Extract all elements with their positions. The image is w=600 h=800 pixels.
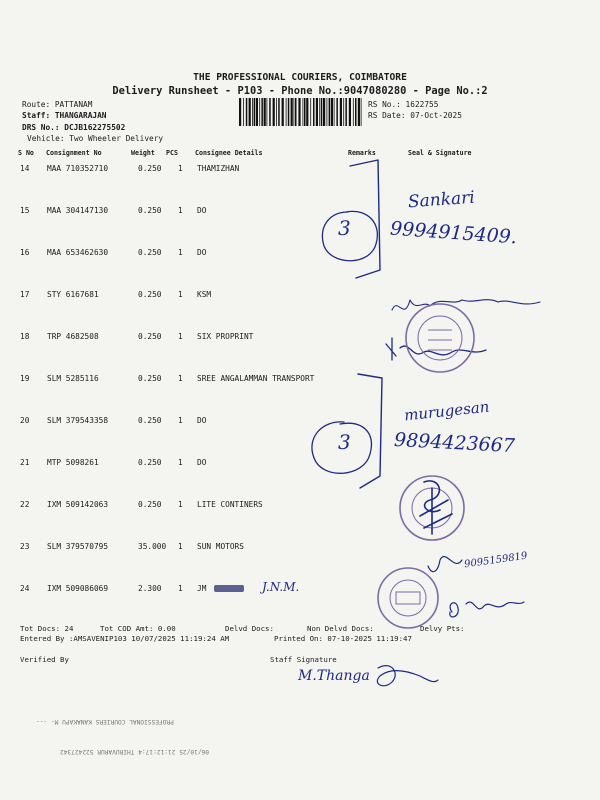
row-sno: 24 bbox=[20, 584, 30, 593]
row-pcs: 1 bbox=[178, 374, 183, 383]
row-details: DO bbox=[197, 206, 207, 215]
row-weight: 0.250 bbox=[138, 416, 162, 425]
row-consignment: STY 6167681 bbox=[47, 290, 99, 299]
signature-row24 bbox=[450, 602, 524, 617]
row-sno: 22 bbox=[20, 500, 30, 509]
col-weight: Weight bbox=[131, 149, 155, 157]
col-seal: Seal & Signature bbox=[408, 149, 472, 157]
row-weight: 0.250 bbox=[138, 248, 162, 257]
handwritten-row24-note: J.N.M. bbox=[262, 580, 300, 594]
row-details: SIX PROPRINT bbox=[197, 332, 254, 341]
handwritten-name-1: Sankari bbox=[407, 187, 476, 213]
handwritten-phone-2: 9894423667 bbox=[393, 428, 516, 458]
delvy-pts: Delvy Pts: bbox=[420, 624, 465, 633]
row-consignment: SLM 379570795 bbox=[47, 542, 109, 551]
row-sno: 16 bbox=[20, 248, 30, 257]
col-pcs: PCS bbox=[166, 149, 178, 157]
circle-lower bbox=[312, 422, 371, 473]
stamp-six-proprint bbox=[406, 304, 474, 372]
staff-signature-label: Staff Signature bbox=[270, 655, 337, 664]
delvd-docs: Delvd Docs: bbox=[225, 624, 274, 633]
col-details: Consignee Details bbox=[195, 149, 263, 157]
row-consignment: MAA 304147130 bbox=[47, 206, 109, 215]
row-details: JM bbox=[197, 584, 207, 593]
row-sno: 20 bbox=[20, 416, 30, 425]
rs-date: RS Date: 07-Oct-2025 bbox=[368, 111, 462, 120]
row-details: DO bbox=[197, 416, 207, 425]
verified-by: Verified By bbox=[20, 655, 69, 664]
row-sno: 15 bbox=[20, 206, 30, 215]
row-pcs: 1 bbox=[178, 416, 183, 425]
row-consignment: MAA 653462630 bbox=[47, 248, 109, 257]
handwritten-staff-sign: M.Thanga bbox=[298, 668, 370, 684]
row-consignment: MTP 5098261 bbox=[47, 458, 99, 467]
row-details: DO bbox=[197, 248, 207, 257]
row-details: LITE CONTINERS bbox=[197, 500, 263, 509]
row-weight: 0.250 bbox=[138, 206, 162, 215]
handwritten-count-2: 3 bbox=[338, 430, 351, 454]
row-pcs: 1 bbox=[178, 332, 183, 341]
row-sno: 19 bbox=[20, 374, 30, 383]
stamp-sun-motors bbox=[378, 568, 438, 628]
row-consignment: MAA 710352710 bbox=[47, 164, 109, 173]
row-sno: 21 bbox=[20, 458, 30, 467]
staff-signature-scribble bbox=[377, 666, 438, 686]
handwritten-phone-1: 9994915409. bbox=[389, 217, 518, 249]
row-sno: 23 bbox=[20, 542, 30, 551]
handwritten-name-2: murugesan bbox=[403, 397, 491, 425]
signature-row23 bbox=[428, 557, 462, 572]
row-pcs: 1 bbox=[178, 248, 183, 257]
handwritten-count-1: 3 bbox=[338, 216, 351, 240]
row-sno: 17 bbox=[20, 290, 30, 299]
row-weight: 0.250 bbox=[138, 164, 162, 173]
row-consignment: IXM 509086069 bbox=[47, 584, 109, 593]
row-consignment: SLM 379543358 bbox=[47, 416, 109, 425]
row-weight: 0.250 bbox=[138, 500, 162, 509]
bracket-lower bbox=[358, 374, 382, 488]
row-pcs: 1 bbox=[178, 500, 183, 509]
rs-number: RS No.: 1622755 bbox=[368, 100, 439, 109]
row-weight: 0.250 bbox=[138, 332, 162, 341]
row-weight: 0.250 bbox=[138, 290, 162, 299]
circle-upper bbox=[322, 211, 377, 260]
row-pcs: 1 bbox=[178, 206, 183, 215]
tot-cod-amt: Tot COD Amt: 0.00 bbox=[100, 624, 176, 633]
row-sno: 18 bbox=[20, 332, 30, 341]
row-consignment: SLM 5285116 bbox=[47, 374, 99, 383]
col-sno: S No bbox=[18, 149, 34, 157]
row-details: KSM bbox=[197, 290, 212, 299]
row-weight: 0.250 bbox=[138, 374, 162, 383]
bleed-through-line: 06/10/25 21:12:17:4 THIRUVARUR 522427342 bbox=[60, 748, 210, 755]
row-details: THAMIZHAN bbox=[197, 164, 240, 173]
vehicle-label: Vehicle: Two Wheeler Delivery bbox=[27, 134, 164, 143]
tot-docs: Tot Docs: 24 bbox=[20, 624, 74, 633]
non-delvd-docs: Non Delvd Docs: bbox=[307, 624, 374, 633]
col-consignment: Consignment No bbox=[46, 149, 102, 157]
row-details: SUN MOTORS bbox=[197, 542, 244, 551]
runsheet-title: Delivery Runsheet - P103 - Phone No.:9047080280 - Page No.:2 bbox=[112, 85, 488, 97]
route-label: Route: PATTANAM bbox=[22, 100, 93, 109]
row-weight: 0.250 bbox=[138, 458, 162, 467]
row-details: DO bbox=[197, 458, 207, 467]
row-weight: 35.000 bbox=[138, 542, 167, 551]
handwritten-phone-3: 9095159819 bbox=[463, 550, 529, 571]
row-pcs: 1 bbox=[178, 290, 183, 299]
row-sno: 14 bbox=[20, 164, 30, 173]
company-title: THE PROFESSIONAL COURIERS, COIMBATORE bbox=[193, 72, 407, 83]
row-consignment: TRP 4682508 bbox=[47, 332, 99, 341]
row-pcs: 1 bbox=[178, 458, 183, 467]
staff-label: Staff: THANGARAJAN bbox=[22, 111, 107, 120]
row-weight: 2.300 bbox=[138, 584, 162, 593]
entered-by: Entered By :AMSAVENIP103 10/07/2025 11:19:24 AM bbox=[20, 634, 230, 643]
bleed-through-line: PROFESSIONAL COURIERS KANAKAPU M- --- bbox=[36, 718, 174, 725]
col-remarks: Remarks bbox=[348, 149, 376, 157]
row-consignment: IXM 509142063 bbox=[47, 500, 109, 509]
row-details: SREE ANGALAMMAN TRANSPORT bbox=[197, 374, 315, 383]
printed-on: Printed On: 07-10-2025 11:19:47 bbox=[274, 634, 412, 643]
drs-number: DRS No.: DCJB162275502 bbox=[22, 123, 126, 132]
signature-row18 bbox=[386, 338, 486, 360]
signature-row17 bbox=[392, 300, 540, 310]
row-pcs: 1 bbox=[178, 542, 183, 551]
row-pcs: 1 bbox=[178, 164, 183, 173]
row-pcs: 1 bbox=[178, 584, 183, 593]
